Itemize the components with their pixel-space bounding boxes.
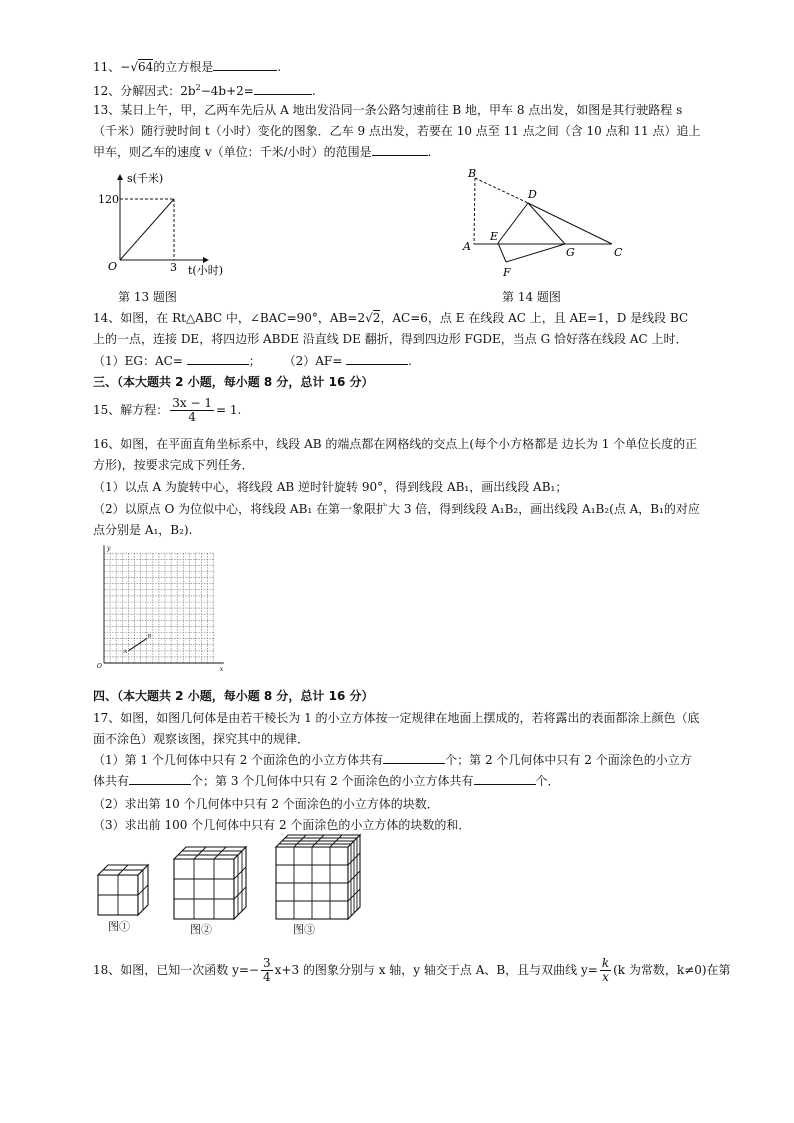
- answer-blank-14-1[interactable]: [187, 352, 249, 365]
- segment-DG: [528, 203, 565, 244]
- segment-DC: [528, 203, 612, 244]
- point-B-label: B: [468, 167, 477, 180]
- question-15: 15、解方程： $\frac{3x - 1}{4}$ = 1.: [93, 396, 242, 424]
- point-D-label: D: [528, 188, 537, 201]
- answer-blank[interactable]: [254, 82, 312, 95]
- cube-caption-3: 图③: [293, 923, 315, 936]
- x-axis-label: t(小时): [188, 264, 224, 277]
- point-B-label: B: [147, 633, 152, 640]
- sqrt-sign: √: [130, 60, 138, 74]
- question-14: 14、如图，在 Rt△ABC 中，∠BAC=90°，AB=2√2，AC=6，点 E 在线段 AC 上，且 AE=1，D 是线段 BC 上的一点，连接 DE，将四边形 ABDE 沿直线 DE 翻折，得到四边形 FGDE，当点 G 恰好落在线段 AC 上时．: [93, 311, 689, 346]
- question-16-task-2: （2）以原点 O 为位似中心，将线段 AB₁ 在第一象限扩大 3 倍，得到线段 A₁B₂，画出线段 A₁B₂(点 A，B₁的对应点分别是 A₁，B₂).: [93, 502, 700, 537]
- answer-blank-14-2[interactable]: [346, 352, 408, 365]
- y-axis-label: y: [107, 545, 111, 553]
- question-11: 11、−√64的立方根是 .: [93, 60, 282, 74]
- cube-stack-3: [174, 847, 246, 919]
- x-tick-3: 3: [170, 261, 177, 274]
- segment-FG: [506, 244, 565, 262]
- point-A-label: A: [463, 240, 471, 253]
- figure-13-graph: [98, 170, 248, 280]
- segment-DE: [498, 203, 528, 243]
- figure-17-cubes: [90, 832, 380, 937]
- section-4-heading: 四、（本大题共 2 小题，每小题 8 分，总计 16 分）: [93, 689, 374, 703]
- question-12: 12、分解因式：$2b^2-4b+2=$ .: [93, 83, 316, 98]
- figure-14-geometry: [460, 165, 635, 285]
- fraction-k-x: $\frac{k}{x}$: [601, 956, 610, 984]
- question-17-intro: 17、如图，如图几何体是由若干棱长为 1 的小立方体按一定规律在地面上摆成的，若将露出的表面都涂上颜色（底面不涂色）观察该图，探究其中的规律．: [93, 711, 700, 746]
- question-17-part-3: （3）求出前 100 个几何体中只有 2 个面涂色的小立方体的块数的和．: [93, 818, 471, 832]
- answer-blank[interactable]: [213, 58, 277, 71]
- origin-label: O: [97, 663, 102, 670]
- fraction-3-4: $\frac{3}{4}$: [262, 956, 271, 984]
- question-18: 18、如图，已知一次函数 y=− $\frac{3}{4}$ x+3 的图象分别与 x 轴，y 轴交于点 A、B，且与双曲线 y= $\frac{k}{x}$ (k 为常数，k≠0)在第: [93, 956, 731, 984]
- y-tick-120: 120: [98, 193, 119, 206]
- origin-label: O: [108, 260, 118, 273]
- figure-16-grid: [92, 545, 237, 675]
- figure-13-caption: 第 13 题图: [118, 290, 177, 304]
- question-13: 13、某日上午，甲，乙两车先后从 A 地出发沿同一条公路匀速前往 B 地，甲车 8 点出发，如图是其行驶路程 s（千米）随行驶时间 t（小时）变化的图象．乙车 9 点出发，若要在 10 点至 11 点之间（含 10 点和 11 点）追上甲车，则乙车的速度 v（单位：千米/小时）的范围是 .: [93, 103, 701, 159]
- answer-blank-17-1[interactable]: [383, 751, 445, 764]
- question-16-task-1: （1）以点 A 为旋转中心，将线段 AB 逆时针旋转 90°，得到线段 AB₁，画出线段 AB₁；: [93, 480, 568, 494]
- cube-stack-2: [98, 865, 148, 915]
- x-axis-label: x: [219, 666, 224, 673]
- distance-line: [120, 199, 174, 260]
- answer-blank[interactable]: [372, 143, 428, 156]
- question-17-part-2: （2）求出第 10 个几何体中只有 2 个面涂色的小立方体的块数．: [93, 797, 439, 811]
- cube-caption-2: 图②: [190, 923, 212, 936]
- question-17-part-1: （1）第 1 个几何体中只有 2 个面涂色的小立方体共有 个；第 2 个几何体中只有 2 个面涂色的小立方体共有 个；第 3 个几何体中只有 2 个面涂色的小立方体共有 个．: [93, 753, 692, 788]
- point-E-label: E: [490, 230, 499, 243]
- question-14-parts: （1）EG：AC= ； （2）AF= .: [93, 354, 412, 368]
- answer-blank-17-3[interactable]: [474, 772, 536, 785]
- segment-EF: [498, 243, 506, 262]
- figure-14-caption: 第 14 题图: [502, 290, 561, 304]
- y-axis-label: s(千米): [127, 172, 164, 185]
- sqrt-sign: √: [365, 311, 373, 325]
- point-A-label: A: [123, 648, 128, 655]
- segment-AB: [474, 178, 475, 244]
- cube-caption-1: 图①: [108, 920, 130, 933]
- cube-stack-4: [276, 835, 360, 919]
- point-G-label: G: [566, 246, 575, 259]
- segment-BD: [475, 178, 528, 203]
- section-3-heading: 三、（本大题共 2 小题，每小题 8 分，总计 16 分）: [93, 375, 374, 389]
- question-16-intro: 16、如图，在平面直角坐标系中，线段 AB 的端点都在网格线的交点上(每个小方格都是 边长为 1 个单位长度的正方形)，按要求完成下列任务．: [93, 437, 698, 472]
- answer-blank-17-2[interactable]: [129, 772, 191, 785]
- point-F-label: F: [503, 266, 511, 279]
- fraction: $\frac{3x - 1}{4}$: [172, 396, 213, 424]
- point-C-label: C: [614, 246, 623, 259]
